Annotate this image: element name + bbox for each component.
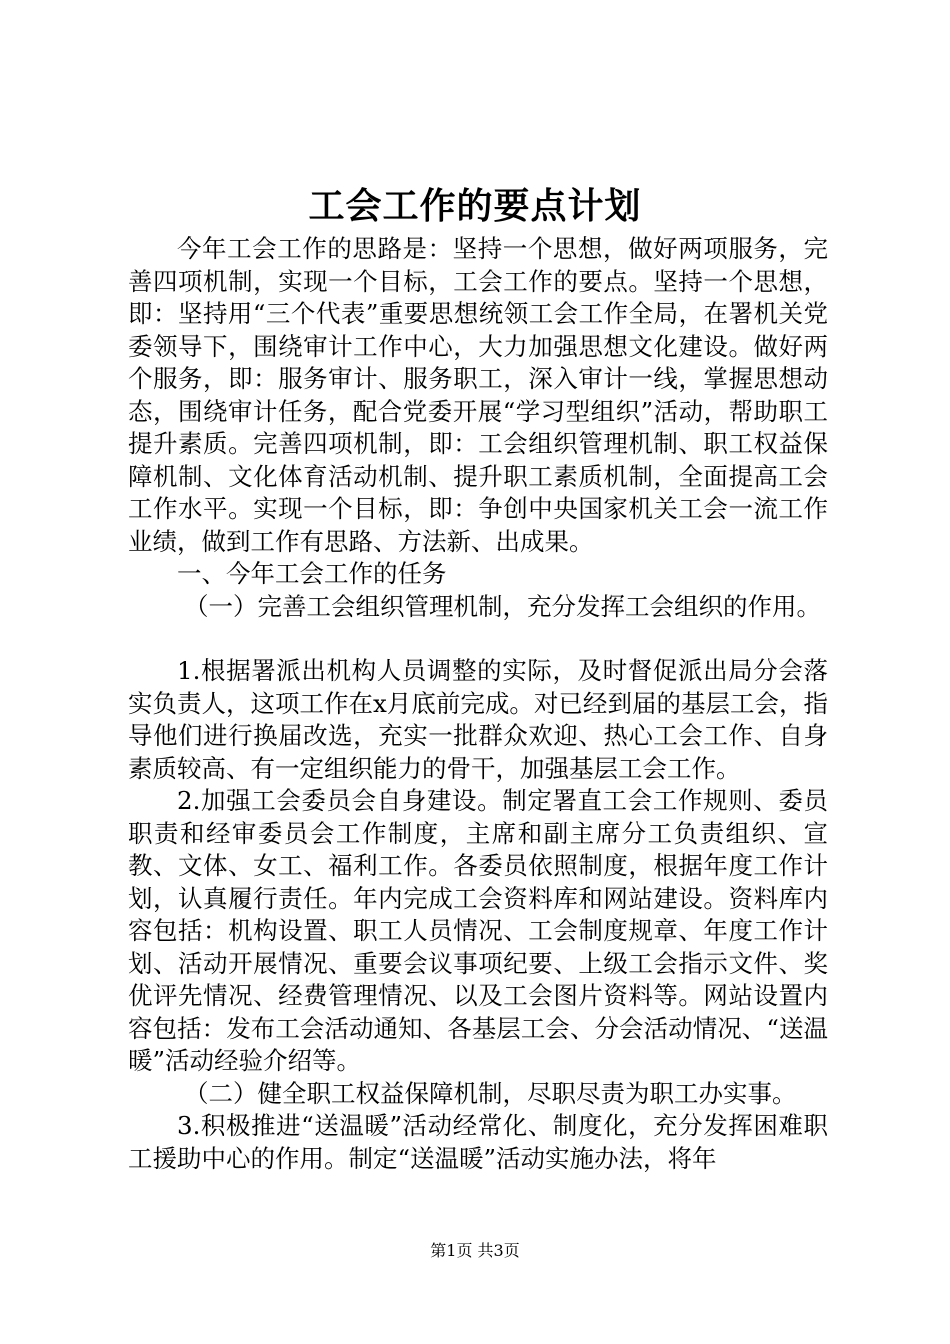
- document-body: [128, 233, 828, 1175]
- section-heading-tasks: 一、今年工会工作的任务: [177, 559, 447, 588]
- page-footer: 第1页 共3页: [430, 1241, 520, 1260]
- subsection-heading-2: （二）健全职工权益保障机制，尽职尽责为职工办实事。: [184, 1078, 797, 1108]
- item-paragraph-1: 1.根据署派出机构人员调整的实际，及时督促派出局分会落实负责人，这项工作在x月底前完成。对已经到届的基层工会，指导他们进行换届改选，充实一批群众欢迎、热心工会工作、自身素质较高、有一定组织能力的骨干，加强基层工会工作。: [128, 656, 828, 783]
- paragraph-gap: [128, 623, 828, 655]
- subsection-heading-1: （一）完善工会组织管理机制，充分发挥工会组织的作用。: [184, 591, 821, 621]
- intro-paragraph: 今年工会工作的思路是：坚持一个思想，做好两项服务，完善四项机制，实现一个目标，工会工作的要点。坚持一个思想，即：坚持用“三个代表”重要思想统领工会工作全局，在署机关党委领导下，围绕审计工作中心，大力加强思想文化建设。做好两个服务，即：服务审计、服务职工，深入审计一线，掌握思想动态，围绕审计任务，配合党委开展“学习型组织”活动，帮助职工提升素质。完善四项机制，即：工会组织管理机制、职工权益保障机制、文化体育活动机制、提升职工素质机制，全面提高工会工作水平。实现一个目标，即：争创中央国家机关工会一流工作业绩，做到工作有思路、方法新、出成果。: [128, 234, 828, 556]
- item-paragraph-2: 2.加强工会委员会自身建设。制定署直工会工作规则、委员职责和经审委员会工作制度，主席和副主席分工负责组织、宣教、文体、女工、福利工作。各委员依照制度，根据年度工作计划，认真履行责任。年内完成工会资料库和网站建设。资料库内容包括：机构设置、职工人员情况、工会制度规章、年度工作计划、活动开展情况、重要会议事项纪要、上级工会指示文件、奖优评先情况、经费管理情况、以及工会图片资料等。网站设置内容包括：发布工会活动通知、各基层工会、分会活动情况、“送温暖”活动经验介绍等。: [128, 786, 828, 1075]
- document-title: 工会工作的要点计划: [308, 185, 642, 227]
- item-paragraph-3: 3.积极推进“送温暖”活动经常化、制度化，充分发挥困难职工援助中心的作用。制定“送温暖”活动实施办法，将年: [128, 1111, 828, 1173]
